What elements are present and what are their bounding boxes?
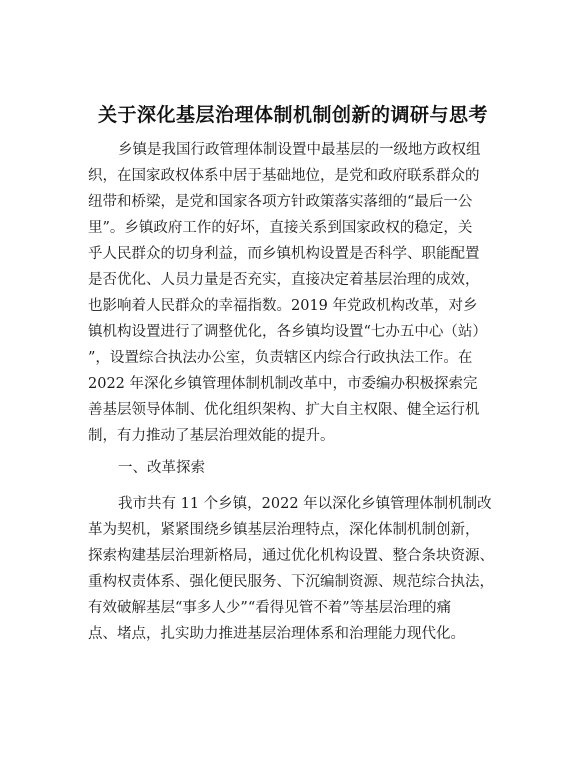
paragraph-1-line-9: ”，设置综合执法办公室，负责辖区内综合行政执法工作。在 — [88, 350, 473, 366]
paragraph-2-line-6: 点、堵点，扎实助力推进基层治理体系和治理能力现代化。 — [88, 626, 465, 642]
paragraph-1-line-11: 善基层领导体制、优化组织架构、扩大自主权限、健全运行机 — [88, 402, 480, 418]
paragraph-2-line-3: 探索构建基层治理新格局，通过优化机构设置、整合条块资源、 — [88, 548, 494, 564]
paragraph-1-line-3: 纽带和桥梁，是党和国家各项方针政策落实落细的“最后一公 — [88, 194, 473, 210]
paragraph-1-line-10: 2022 年深化乡镇管理体制机制改革中，市委编办积极探索完 — [88, 376, 478, 392]
paragraph-2-line-5: 有效破解基层“事多人少”“看得见管不着”等基层治理的痛 — [88, 600, 452, 616]
section-heading: 一、改革探索 — [118, 460, 205, 476]
document-title: 关于深化基层治理体制机制创新的调研与思考 — [97, 104, 488, 126]
paragraph-2-line-4: 重构权责体系、强化便民服务、下沉编制资源、规范综合执法， — [88, 574, 494, 590]
paragraph-1-line-7: 也影响着人民群众的幸福指数。2019 年党政机构改革，对乡 — [88, 298, 478, 314]
paragraph-2-line-1: 我市共有 11 个乡镇，2022 年以深化乡镇管理体制机制改 — [118, 496, 492, 512]
paragraph-1-line-4: 里”。乡镇政府工作的好坏，直接关系到国家政权的稳定，关 — [88, 220, 473, 236]
paragraph-1-line-5: 乎人民群众的切身利益，而乡镇机构设置是否科学、职能配置 — [88, 246, 480, 262]
paragraph-1-line-6: 是否优化、人员力量是否充实，直接决定着基层治理的成效， — [88, 272, 480, 288]
paragraph-1-line-2: 织，在国家政权体系中居于基础地位，是党和政府联系群众的 — [88, 168, 480, 184]
paragraph-1-line-1: 乡镇是我国行政管理体制设置中最基层的一级地方政权组 — [118, 142, 481, 158]
paragraph-2-line-2: 革为契机，紧紧围绕乡镇基层治理特点，深化体制机制创新， — [88, 522, 480, 538]
paragraph-1-line-8: 镇机构设置进行了调整优化，各乡镇均设置“七办五中心（站） — [88, 324, 487, 340]
paragraph-1-line-12: 制，有力推动了基层治理效能的提升。 — [88, 428, 335, 444]
